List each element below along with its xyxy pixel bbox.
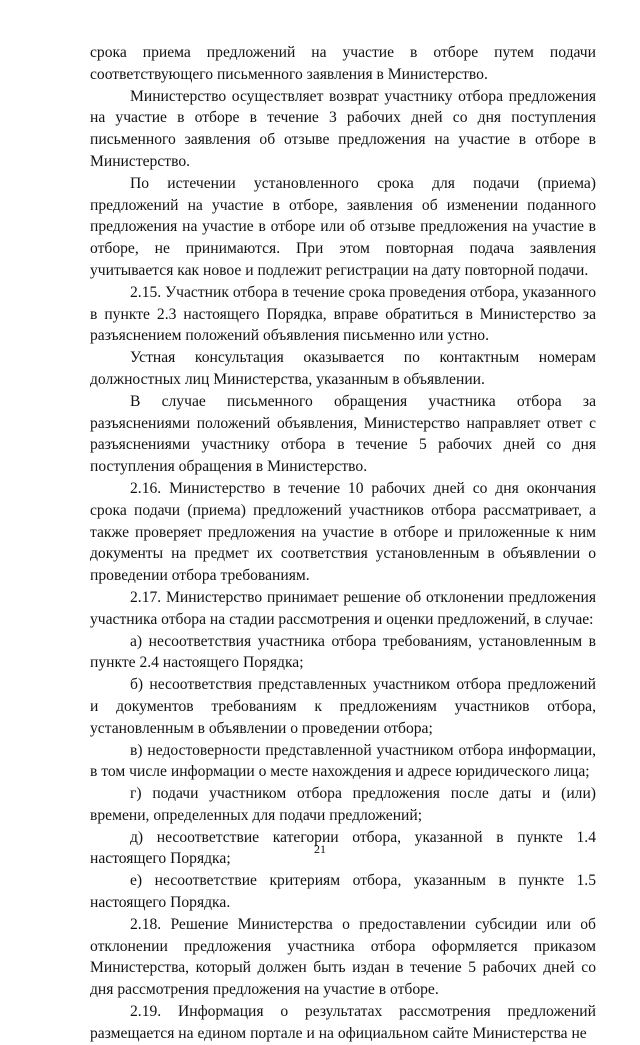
paragraph-oral-consultation: Устная консультация оказывается по контактным номерам должностных лиц Министерства, указанным в объявлении. [90, 349, 596, 388]
paragraph-2-16: 2.16. Министерство в течение 10 рабочих дней со дня окончания срока подачи (приема) предложений участников отбора рассматривает, а также проверяет предложения на участие в отборе и приложенные к ним документы на предмет их соответствия установленным в объявлении о проведении отбора требованиям. [90, 479, 596, 585]
page-number: 21 [314, 842, 326, 856]
paragraph-continuation: срока приема предложений на участие в отборе путем подачи соответствующего письменного заявления в Министерство. [90, 44, 596, 83]
list-item-b: б) несоответствия представленных участником отбора предложений и документов требованиям к предложениям участников отбора, установленным в объявлении о проведении отбора; [90, 676, 596, 737]
paragraph-deadline-expiry: По истечении установленного срока для подачи (приема) предложений на участие в отборе, заявления об изменении поданного предложения на участие в отборе или об отзыве предложения на участие в отборе, не принимаются. При этом повторная подача заявления учитывается как новое и подлежит регистрации на дату повторной подачи. [90, 174, 596, 279]
list-item-e: е) несоответствие критериям отбора, указанным в пункте 1.5 настоящего Порядка. [90, 872, 596, 912]
list-item-a: а) несоответствия участника отбора требованиям, установленным в пункте 2.4 настоящего Порядка; [90, 632, 596, 672]
list-item-g: г) подачи участником отбора предложения после даты и (или) времени, определенных для подачи предложений; [90, 785, 596, 824]
paragraph-written-request: В случае письменного обращения участника отбора за разъяснениями положений объявления, Министерство направляет ответ с разъяснениями участнику отбора в течение 5 рабочих дней со дня поступления обращения в Министерство. [90, 392, 596, 476]
list-item-v: в) недостоверности представленной участником отбора информации, в том числе информации о месте нахождения и адресе юридического лица; [90, 741, 596, 781]
document-page [90, 42, 596, 1042]
paragraph-2-18: 2.18. Решение Министерства о предоставлении субсидии или об отклонении предложения участника отбора оформляется приказом Министерства, который должен быть издан в течение 5 рабочих дней со дня рассмотрения предложения на участие в отборе. [90, 915, 596, 999]
paragraph-return-of-proposal: Министерство осуществляет возврат участнику отбора предложения на участие в отборе в течение 3 рабочих дней со дня поступления письменного заявления об отзыве предложения на участие в отборе в Министерство. [90, 87, 596, 170]
list-item-d: д) несоответствие категории отбора, указанной в пункте 1.4 настоящего Порядка; [90, 828, 596, 868]
paragraph-2-17: 2.17. Министерство принимает решение об отклонении предложения участника отбора на стадии рассмотрения и оценки предложений, в случае: [90, 588, 596, 628]
paragraph-2-15: 2.15. Участник отбора в течение срока проведения отбора, указанного в пункте 2.3 настоящего Порядка, вправе обратиться в Министерство за разъяснением положений объявления письменно или устно. [90, 283, 596, 345]
paragraph-2-19: 2.19. Информация о результатах рассмотрения предложений размещается на едином портале и на официальном сайте Министерства не [90, 1003, 596, 1042]
